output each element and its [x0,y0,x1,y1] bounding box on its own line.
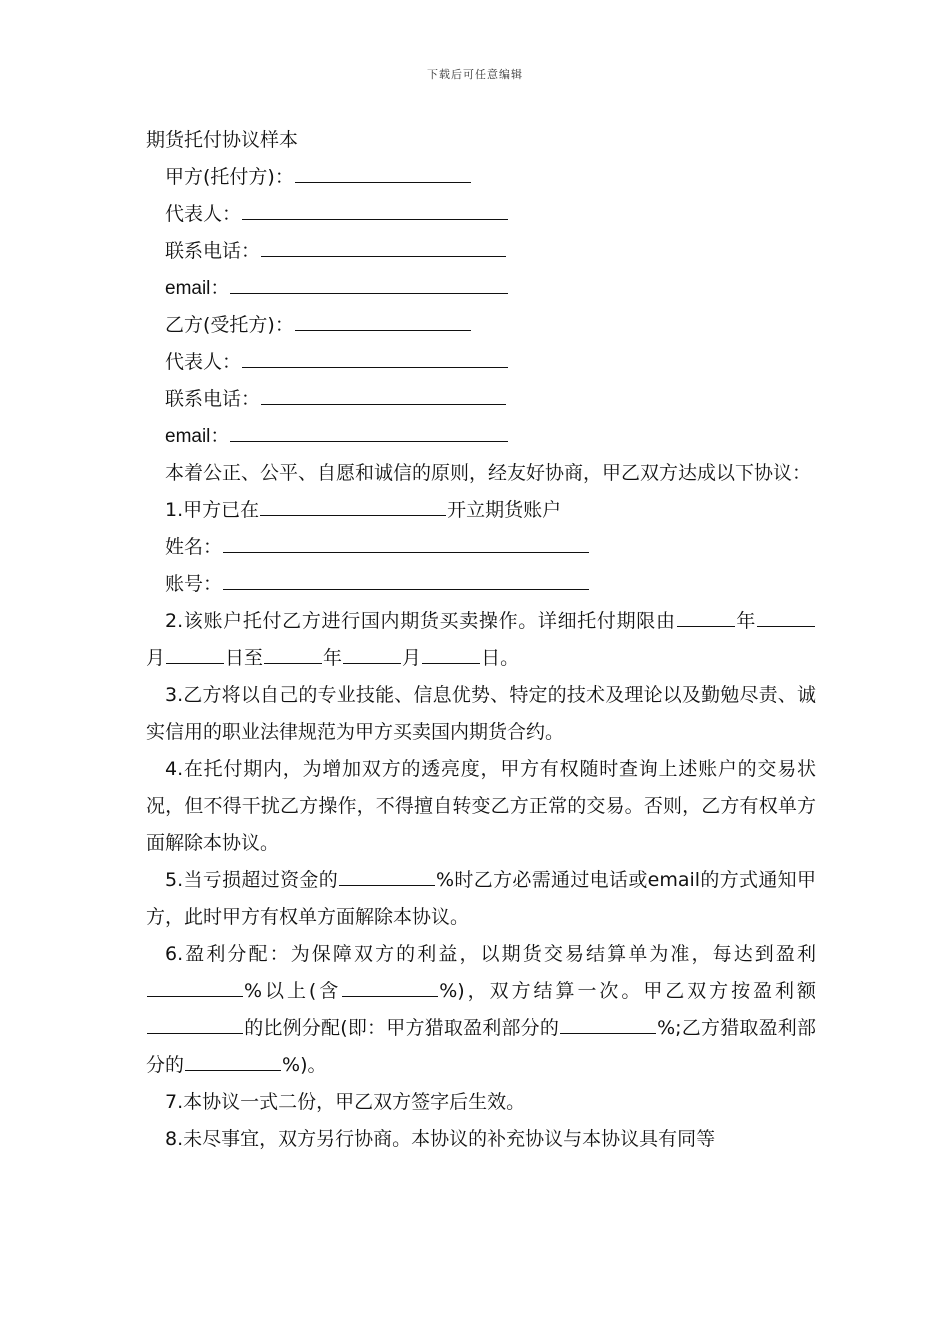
clause-6-part1: 6.盈利分配：为保障双方的利益，以期货交易结算单为准，每达到盈利 [165,943,816,965]
party-a-phone-line [146,233,816,270]
clause-6-profit-threshold-blank[interactable] [147,975,243,997]
clause-6-part4: 的比例分配(即：甲方猎取盈利部分的 [244,1017,560,1039]
clause-6-ratio-blank[interactable] [147,1012,243,1034]
clause-6-part3: %)，双方结算一次。甲乙双方按盈利额 [439,980,817,1002]
clause-1-name-label: 姓名： [165,536,223,558]
party-b-email-line [146,418,816,455]
clause-2-start-year-blank[interactable] [677,605,735,627]
clause-2-start-day-blank[interactable] [166,642,224,664]
party-a-rep-blank[interactable] [242,198,508,220]
clause-2-end-year-blank[interactable] [264,642,322,664]
party-b-email-blank[interactable] [230,420,508,442]
clause-3-paragraph [146,677,816,751]
party-b-line [146,307,816,344]
clause-1-name-blank[interactable] [223,531,589,553]
party-b-phone-blank[interactable] [261,383,506,405]
clause-2-year2-label: 年 [323,647,343,669]
clause-2-text: 2.该账户托付乙方进行国内期货买卖操作。详细托付期限由 [165,610,676,632]
party-b-phone-line [146,381,816,418]
clause-5-loss-percent-blank[interactable] [339,864,435,886]
party-a-line [146,159,816,196]
clause-6-part6: %)。 [282,1054,327,1076]
clause-4-text: 4.在托付期内，为增加双方的透亮度，甲方有权随时查询上述账户的交易状况，但不得干扰乙方操作，不得擅自转变乙方正常的交易。否则，乙方有权单方面解除本协议。 [146,758,816,854]
party-a-phone-label: 联系电话： [165,240,261,262]
clause-2-month2-label: 月 [402,647,422,669]
clause-1-suffix: 开立期货账户 [447,499,562,521]
clause-3-text: 3.乙方将以自己的专业技能、信息优势、特定的技术及理论以及勤勉尽责、诚实信用的职业法律规范为甲方买卖国内期货合约。 [146,684,816,743]
clause-2-year-label: 年 [735,610,756,632]
clause-1-account-blank[interactable] [223,568,589,590]
clause-2-month-label: 月 [146,647,166,669]
party-a-phone-blank[interactable] [261,235,506,257]
clause-1-line [146,492,816,529]
clause-7-line: 7.本协议一式二份，甲乙双方签字后生效。 [165,1091,526,1113]
clause-4-paragraph [146,751,816,862]
party-a-rep-line [146,196,816,233]
document-body [146,122,816,1158]
clause-5-suffix: %时乙方必需通过电话或email的方式通知甲方，此时甲方有权单方面解除本协议。 [146,869,816,928]
clause-1-institution-blank[interactable] [260,494,446,516]
clause-1-account-label: 账号： [165,573,223,595]
party-b-email-label: email： [165,426,230,447]
document-title: 期货托付协议样本 [146,129,299,151]
party-b-rep-label: 代表人： [165,351,242,373]
party-b-rep-blank[interactable] [242,346,508,368]
clause-6-paragraph [146,936,816,1084]
clause-8-line: 8.未尽事宜，双方另行协商。本协议的补充协议与本协议具有同等 [165,1128,716,1150]
clause-6-part2: %以上(含 [244,980,342,1002]
clause-1-account-line [146,566,816,603]
clause-1-name-line [146,529,816,566]
clause-2-end-month-blank[interactable] [343,642,401,664]
clause-6-profit-inclusive-blank[interactable] [342,975,438,997]
party-b-phone-label: 联系电话： [165,388,261,410]
party-b-blank[interactable] [295,309,471,331]
clause-5-paragraph [146,862,816,936]
clause-2-day-end-label: 日。 [481,647,520,669]
party-a-rep-label: 代表人： [165,203,242,225]
party-b-label: 乙方(受托方)： [165,314,294,336]
party-a-label: 甲方(托付方)： [165,166,294,188]
clause-6-party-a-share-blank[interactable] [560,1012,656,1034]
party-a-email-line [146,270,816,307]
clause-2-end-day-blank[interactable] [422,642,480,664]
clause-6-party-b-share-blank[interactable] [185,1049,281,1071]
intro-paragraph [146,455,816,492]
clause-2-paragraph [146,603,816,677]
party-a-blank[interactable] [295,161,471,183]
clause-2-start-month-blank[interactable] [757,605,815,627]
clause-1-prefix: 1.甲方已在 [165,499,260,521]
header-note: 下载后可任意编辑 [427,68,523,81]
party-a-email-label: email： [165,278,230,299]
clause-2-day-to-label: 日至 [225,647,264,669]
party-b-rep-line [146,344,816,381]
intro-text: 本着公正、公平、自愿和诚信的原则，经友好协商，甲乙双方达成以下协议： [165,462,812,484]
clause-6-part5: %;乙方猎取盈利部分的 [146,1017,816,1076]
clause-5-prefix: 5.当亏损超过资金的 [165,869,339,891]
party-a-email-blank[interactable] [230,272,508,294]
